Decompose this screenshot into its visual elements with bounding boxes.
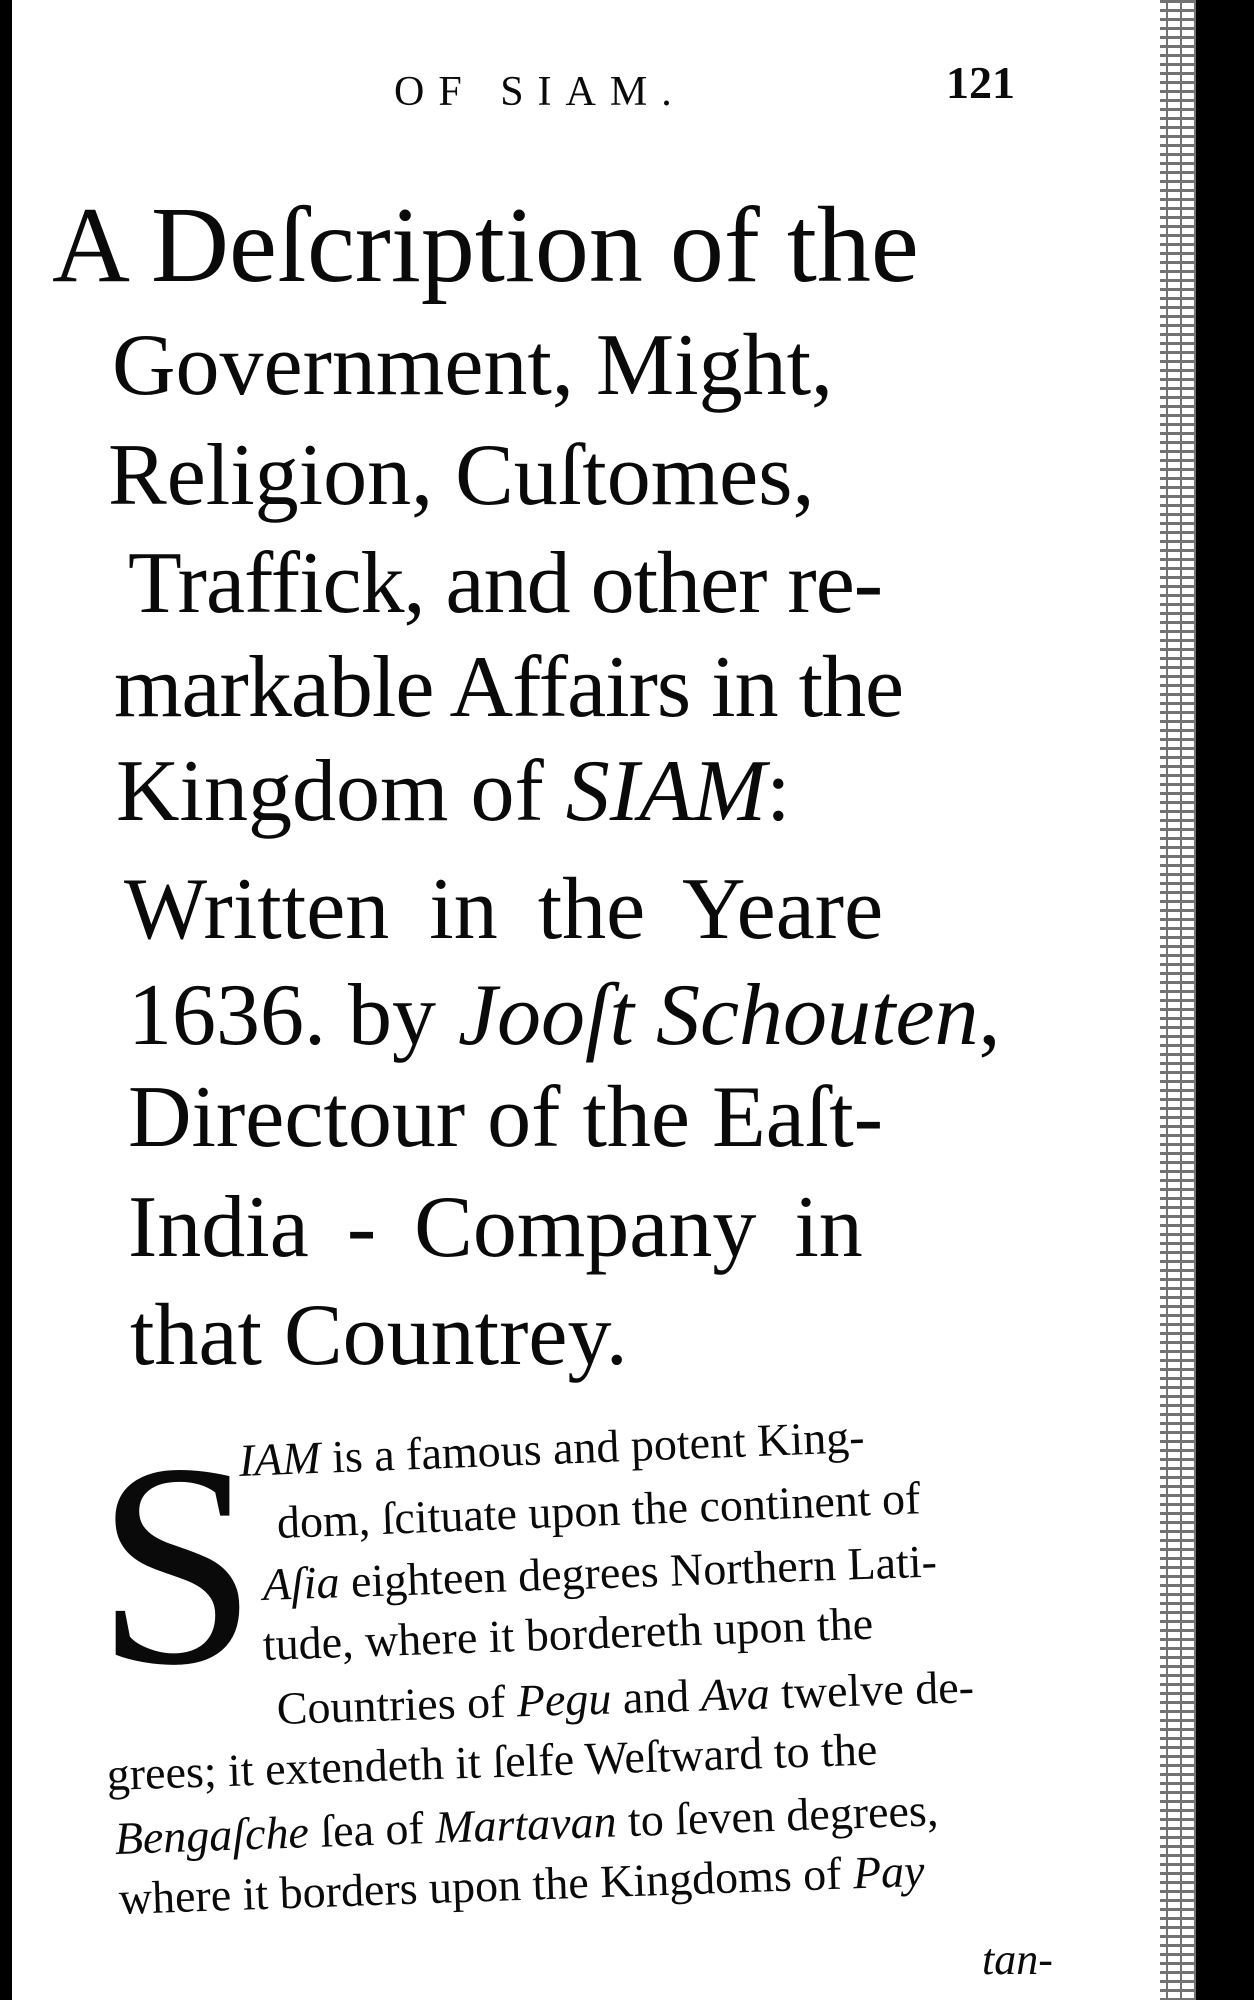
running-head: OF SIAM. <box>394 69 686 115</box>
body-text: eighteen degrees Northern Lati- <box>338 1535 938 1608</box>
body-italic: IAM <box>237 1431 322 1486</box>
body-text: where it borders upon the Kingdoms of <box>117 1847 854 1924</box>
title-text: Kingdom of <box>116 743 566 840</box>
title-text: 1636. by <box>128 967 458 1064</box>
body-text: to ſeven degrees, <box>615 1784 940 1847</box>
page-number: 121 <box>946 57 1015 108</box>
catchword: tan- <box>982 1935 1053 1984</box>
title-author-name: Jooſt Schouten <box>458 967 979 1064</box>
title-line <box>116 743 791 840</box>
scan-left-edge <box>0 0 12 2000</box>
body-italic: Ava <box>699 1667 771 1721</box>
drop-cap: S <box>96 1404 258 1725</box>
scan-right-edge <box>1196 0 1254 2000</box>
body-italic: Bengaſche <box>113 1806 310 1864</box>
body-italic: Martavan <box>434 1795 618 1853</box>
title-line <box>128 967 1001 1064</box>
body-text: twelve de- <box>768 1661 975 1719</box>
title-line: Written in the Yeare <box>124 861 884 958</box>
body-line: grees; it extendeth it ſelfe Weſtward to the <box>105 1723 878 1800</box>
title-line: Religion, Cuſtomes, <box>108 427 815 524</box>
title-line: that Countrey. <box>130 1287 628 1384</box>
title-italic-siam: SIAM <box>565 743 767 840</box>
body-text: ſea of <box>307 1801 437 1858</box>
body-italic: Pay <box>852 1844 926 1899</box>
body-line <box>275 1661 975 1734</box>
body-text: Countries of <box>275 1675 518 1734</box>
body-text: is a famous and potent King- <box>319 1410 866 1483</box>
title-line: Traffick, and other re- <box>128 535 883 632</box>
title-line: A Deſcription of the <box>52 186 919 305</box>
title-line: India - Company in <box>128 1179 863 1276</box>
title-text: , <box>978 967 1001 1064</box>
body-text: and <box>610 1669 702 1724</box>
body-line <box>261 1535 938 1610</box>
body-line: tude, where it bordereth upon the <box>261 1597 874 1670</box>
title-text: : <box>766 743 791 840</box>
body-line <box>237 1410 866 1486</box>
body-line: dom, ſcituate upon the continent of <box>275 1472 922 1548</box>
title-line: Government, Might, <box>112 317 834 414</box>
title-line: markable Affairs in the <box>114 639 904 736</box>
body-italic: Aſia <box>261 1556 341 1610</box>
title-line: Directour of the Eaſt- <box>128 1069 884 1166</box>
scan-edge-speckle <box>1160 0 1200 2000</box>
body-italic: Pegu <box>515 1672 613 1727</box>
